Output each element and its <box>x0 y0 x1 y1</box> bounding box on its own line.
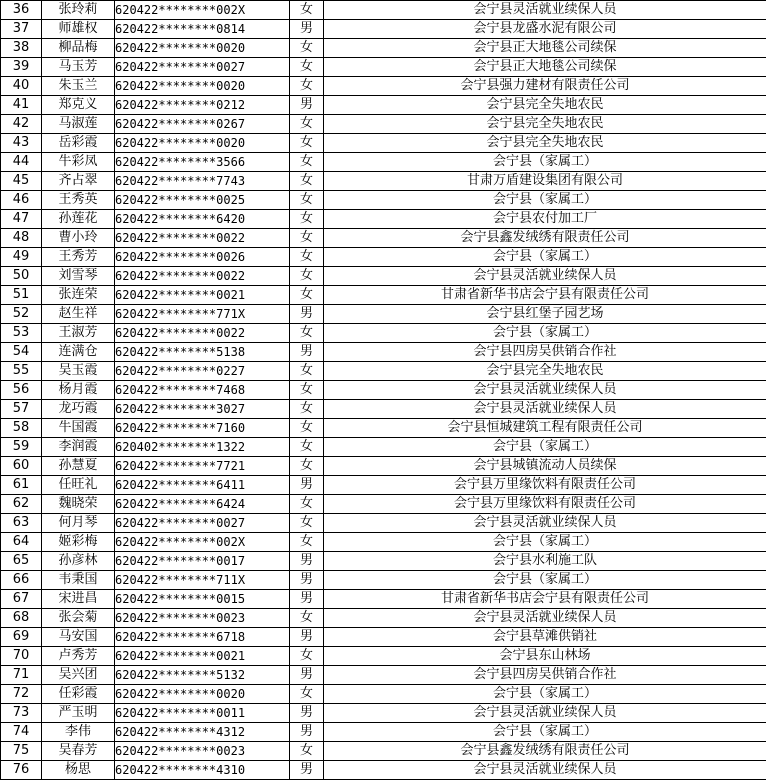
table-row <box>1 20 766 39</box>
table-row <box>1 134 766 153</box>
table-row <box>1 362 766 381</box>
id-number-cell: 620422********0011 <box>115 704 290 723</box>
table-row <box>1 476 766 495</box>
employer-cell: 会宁县强力建材有限责任公司 <box>324 77 766 96</box>
table-row <box>1 419 766 438</box>
table-row <box>1 96 766 115</box>
name-cell: 杨思 <box>42 761 115 780</box>
employer-cell: 会宁县草滩供销社 <box>324 628 766 647</box>
gender-cell: 女 <box>290 647 324 666</box>
gender-cell: 女 <box>290 286 324 305</box>
table-row <box>1 115 766 134</box>
id-number-cell: 620422********0027 <box>115 58 290 77</box>
id-number-cell: 620422********0814 <box>115 20 290 39</box>
row-number-cell: 57 <box>1 400 42 419</box>
employer-cell: 会宁县鑫发绒绣有限责任公司 <box>324 229 766 248</box>
name-cell: 李伟 <box>42 723 115 742</box>
employer-cell: 会宁县（家属工） <box>324 248 766 267</box>
table-row <box>1 58 766 77</box>
gender-cell: 女 <box>290 210 324 229</box>
id-number-cell: 620422********3027 <box>115 400 290 419</box>
employer-cell: 会宁县万里缘饮料有限责任公司 <box>324 495 766 514</box>
row-number-cell: 44 <box>1 153 42 172</box>
id-number-cell: 620422********0023 <box>115 742 290 761</box>
table-row <box>1 457 766 476</box>
id-number-cell: 620422********0026 <box>115 248 290 267</box>
name-cell: 牛彩凤 <box>42 153 115 172</box>
name-cell: 齐占翠 <box>42 172 115 191</box>
row-number-cell: 56 <box>1 381 42 400</box>
table-row <box>1 267 766 286</box>
employer-cell: 会宁县红堡子园艺场 <box>324 305 766 324</box>
name-cell: 马淑莲 <box>42 115 115 134</box>
name-cell: 张会菊 <box>42 609 115 628</box>
id-number-cell: 620422********4310 <box>115 761 290 780</box>
table-row <box>1 723 766 742</box>
name-cell: 王秀芳 <box>42 248 115 267</box>
row-number-cell: 70 <box>1 647 42 666</box>
table-row <box>1 742 766 761</box>
gender-cell: 女 <box>290 324 324 343</box>
employer-cell: 会宁县完全失地农民 <box>324 115 766 134</box>
table-row <box>1 229 766 248</box>
name-cell: 王淑芳 <box>42 324 115 343</box>
employer-cell: 会宁县（家属工） <box>324 571 766 590</box>
table-row <box>1 609 766 628</box>
employer-cell: 会宁县正大地毯公司续保 <box>324 39 766 58</box>
id-number-cell: 620422********002X <box>115 533 290 552</box>
table-row <box>1 400 766 419</box>
table-row <box>1 647 766 666</box>
employer-cell: 会宁县四房吴供销合作社 <box>324 666 766 685</box>
name-cell: 何月琴 <box>42 514 115 533</box>
id-number-cell: 620422********0015 <box>115 590 290 609</box>
row-number-cell: 71 <box>1 666 42 685</box>
name-cell: 孙莲花 <box>42 210 115 229</box>
gender-cell: 男 <box>290 20 324 39</box>
id-number-cell: 620402********1322 <box>115 438 290 457</box>
row-number-cell: 42 <box>1 115 42 134</box>
row-number-cell: 67 <box>1 590 42 609</box>
id-number-cell: 620422********711X <box>115 571 290 590</box>
name-cell: 曹小玲 <box>42 229 115 248</box>
gender-cell: 女 <box>290 267 324 286</box>
gender-cell: 女 <box>290 438 324 457</box>
table-row <box>1 533 766 552</box>
row-number-cell: 58 <box>1 419 42 438</box>
row-number-cell: 41 <box>1 96 42 115</box>
id-number-cell: 620422********6424 <box>115 495 290 514</box>
row-number-cell: 45 <box>1 172 42 191</box>
id-number-cell: 620422********6718 <box>115 628 290 647</box>
gender-cell: 男 <box>290 723 324 742</box>
employer-cell: 会宁县鑫发绒绣有限责任公司 <box>324 742 766 761</box>
table-row <box>1 495 766 514</box>
row-number-cell: 43 <box>1 134 42 153</box>
row-number-cell: 75 <box>1 742 42 761</box>
table-row <box>1 77 766 96</box>
name-cell: 连满仓 <box>42 343 115 362</box>
id-number-cell: 620422********0020 <box>115 134 290 153</box>
gender-cell: 女 <box>290 115 324 134</box>
roster-body <box>1 1 766 780</box>
row-number-cell: 37 <box>1 20 42 39</box>
gender-cell: 男 <box>290 628 324 647</box>
row-number-cell: 63 <box>1 514 42 533</box>
id-number-cell: 620422********7743 <box>115 172 290 191</box>
name-cell: 马玉芳 <box>42 58 115 77</box>
name-cell: 任彩霞 <box>42 685 115 704</box>
name-cell: 柳品梅 <box>42 39 115 58</box>
name-cell: 王秀英 <box>42 191 115 210</box>
row-number-cell: 74 <box>1 723 42 742</box>
gender-cell: 女 <box>290 685 324 704</box>
gender-cell: 男 <box>290 761 324 780</box>
table-row <box>1 324 766 343</box>
table-row <box>1 210 766 229</box>
gender-cell: 女 <box>290 609 324 628</box>
table-row <box>1 381 766 400</box>
row-number-cell: 68 <box>1 609 42 628</box>
employer-cell: 会宁县灵活就业续保人员 <box>324 704 766 723</box>
employer-cell: 甘肃省新华书店会宁县有限责任公司 <box>324 286 766 305</box>
employer-cell: 会宁县水利施工队 <box>324 552 766 571</box>
name-cell: 吴兴团 <box>42 666 115 685</box>
name-cell: 李润霞 <box>42 438 115 457</box>
id-number-cell: 620422********0022 <box>115 229 290 248</box>
row-number-cell: 64 <box>1 533 42 552</box>
employer-cell: 会宁县灵活就业续保人员 <box>324 1 766 20</box>
row-number-cell: 55 <box>1 362 42 381</box>
row-number-cell: 40 <box>1 77 42 96</box>
gender-cell: 女 <box>290 58 324 77</box>
gender-cell: 女 <box>290 229 324 248</box>
gender-cell: 女 <box>290 134 324 153</box>
gender-cell: 男 <box>290 552 324 571</box>
row-number-cell: 36 <box>1 1 42 20</box>
employer-cell: 会宁县灵活就业续保人员 <box>324 609 766 628</box>
id-number-cell: 620422********0025 <box>115 191 290 210</box>
id-number-cell: 620422********0017 <box>115 552 290 571</box>
id-number-cell: 620422********0020 <box>115 39 290 58</box>
table-row <box>1 590 766 609</box>
name-cell: 郑克义 <box>42 96 115 115</box>
employer-cell: 会宁县完全失地农民 <box>324 362 766 381</box>
gender-cell: 女 <box>290 457 324 476</box>
employer-cell: 会宁县恒城建筑工程有限责任公司 <box>324 419 766 438</box>
gender-cell: 女 <box>290 742 324 761</box>
name-cell: 任旺礼 <box>42 476 115 495</box>
employer-cell: 会宁县农付加工厂 <box>324 210 766 229</box>
name-cell: 孙彦林 <box>42 552 115 571</box>
table-row <box>1 685 766 704</box>
name-cell: 马安国 <box>42 628 115 647</box>
employer-cell: 会宁县完全失地农民 <box>324 96 766 115</box>
employer-cell: 会宁县万里缘饮料有限责任公司 <box>324 476 766 495</box>
id-number-cell: 620422********0227 <box>115 362 290 381</box>
table-row <box>1 305 766 324</box>
id-number-cell: 620422********771X <box>115 305 290 324</box>
row-number-cell: 51 <box>1 286 42 305</box>
row-number-cell: 76 <box>1 761 42 780</box>
gender-cell: 女 <box>290 248 324 267</box>
employer-cell: 会宁县城镇流动人员续保 <box>324 457 766 476</box>
table-row <box>1 514 766 533</box>
name-cell: 姬彩梅 <box>42 533 115 552</box>
row-number-cell: 47 <box>1 210 42 229</box>
id-number-cell: 620422********002X <box>115 1 290 20</box>
employer-cell: 甘肃万盾建设集团有限公司 <box>324 172 766 191</box>
gender-cell: 女 <box>290 495 324 514</box>
gender-cell: 男 <box>290 476 324 495</box>
id-number-cell: 620422********6411 <box>115 476 290 495</box>
id-number-cell: 620422********7468 <box>115 381 290 400</box>
id-number-cell: 620422********0023 <box>115 609 290 628</box>
gender-cell: 女 <box>290 381 324 400</box>
row-number-cell: 73 <box>1 704 42 723</box>
id-number-cell: 620422********7721 <box>115 457 290 476</box>
gender-cell: 男 <box>290 343 324 362</box>
gender-cell: 女 <box>290 77 324 96</box>
employer-cell: 会宁县（家属工） <box>324 438 766 457</box>
row-number-cell: 65 <box>1 552 42 571</box>
id-number-cell: 620422********0020 <box>115 685 290 704</box>
name-cell: 牛国霞 <box>42 419 115 438</box>
name-cell: 朱玉兰 <box>42 77 115 96</box>
gender-cell: 女 <box>290 39 324 58</box>
row-number-cell: 54 <box>1 343 42 362</box>
gender-cell: 女 <box>290 400 324 419</box>
id-number-cell: 620422********0021 <box>115 286 290 305</box>
gender-cell: 女 <box>290 1 324 20</box>
row-number-cell: 72 <box>1 685 42 704</box>
id-number-cell: 620422********4312 <box>115 723 290 742</box>
id-number-cell: 620422********0022 <box>115 324 290 343</box>
row-number-cell: 49 <box>1 248 42 267</box>
id-number-cell: 620422********5138 <box>115 343 290 362</box>
id-number-cell: 620422********0022 <box>115 267 290 286</box>
name-cell: 杨月霞 <box>42 381 115 400</box>
row-number-cell: 69 <box>1 628 42 647</box>
name-cell: 孙慧夏 <box>42 457 115 476</box>
table-row <box>1 343 766 362</box>
gender-cell: 女 <box>290 153 324 172</box>
row-number-cell: 62 <box>1 495 42 514</box>
gender-cell: 男 <box>290 666 324 685</box>
gender-cell: 男 <box>290 571 324 590</box>
id-number-cell: 620422********0267 <box>115 115 290 134</box>
employer-cell: 会宁县东山林场 <box>324 647 766 666</box>
employer-cell: 会宁县正大地毯公司续保 <box>324 58 766 77</box>
table-row <box>1 1 766 20</box>
row-number-cell: 39 <box>1 58 42 77</box>
gender-cell: 女 <box>290 362 324 381</box>
id-number-cell: 620422********6420 <box>115 210 290 229</box>
id-number-cell: 620422********0027 <box>115 514 290 533</box>
gender-cell: 女 <box>290 514 324 533</box>
gender-cell: 男 <box>290 590 324 609</box>
row-number-cell: 60 <box>1 457 42 476</box>
employer-cell: 会宁县龙盛水泥有限公司 <box>324 20 766 39</box>
row-number-cell: 52 <box>1 305 42 324</box>
id-number-cell: 620422********3566 <box>115 153 290 172</box>
name-cell: 卢秀芳 <box>42 647 115 666</box>
row-number-cell: 61 <box>1 476 42 495</box>
employer-cell: 会宁县灵活就业续保人员 <box>324 400 766 419</box>
row-number-cell: 59 <box>1 438 42 457</box>
employer-cell: 会宁县（家属工） <box>324 324 766 343</box>
name-cell: 韦秉国 <box>42 571 115 590</box>
table-row <box>1 552 766 571</box>
table-row <box>1 286 766 305</box>
employer-cell: 会宁县（家属工） <box>324 191 766 210</box>
id-number-cell: 620422********0212 <box>115 96 290 115</box>
table-row <box>1 666 766 685</box>
id-number-cell: 620422********0021 <box>115 647 290 666</box>
id-number-cell: 620422********7160 <box>115 419 290 438</box>
id-number-cell: 620422********5132 <box>115 666 290 685</box>
name-cell: 吴玉霞 <box>42 362 115 381</box>
employer-cell: 会宁县灵活就业续保人员 <box>324 514 766 533</box>
name-cell: 宋进昌 <box>42 590 115 609</box>
table-row <box>1 438 766 457</box>
table-row <box>1 628 766 647</box>
gender-cell: 男 <box>290 96 324 115</box>
employer-cell: 会宁县（家属工） <box>324 533 766 552</box>
table-row <box>1 704 766 723</box>
employer-cell: 会宁县（家属工） <box>324 685 766 704</box>
row-number-cell: 66 <box>1 571 42 590</box>
employer-cell: 会宁县（家属工） <box>324 723 766 742</box>
row-number-cell: 48 <box>1 229 42 248</box>
name-cell: 刘雪琴 <box>42 267 115 286</box>
employer-cell: 会宁县灵活就业续保人员 <box>324 761 766 780</box>
employer-cell: 会宁县四房吴供销合作社 <box>324 343 766 362</box>
gender-cell: 女 <box>290 419 324 438</box>
employer-cell: 会宁县灵活就业续保人员 <box>324 381 766 400</box>
row-number-cell: 53 <box>1 324 42 343</box>
id-number-cell: 620422********0020 <box>115 77 290 96</box>
gender-cell: 女 <box>290 533 324 552</box>
table-row <box>1 761 766 780</box>
gender-cell: 男 <box>290 704 324 723</box>
employer-cell: 会宁县（家属工） <box>324 153 766 172</box>
row-number-cell: 46 <box>1 191 42 210</box>
employer-cell: 甘肃省新华书店会宁县有限责任公司 <box>324 590 766 609</box>
name-cell: 张连荣 <box>42 286 115 305</box>
employer-cell: 会宁县灵活就业续保人员 <box>324 267 766 286</box>
name-cell: 师雄权 <box>42 20 115 39</box>
name-cell: 岳彩霞 <box>42 134 115 153</box>
name-cell: 魏晓荣 <box>42 495 115 514</box>
gender-cell: 男 <box>290 305 324 324</box>
table-row <box>1 39 766 58</box>
name-cell: 严玉明 <box>42 704 115 723</box>
table-row <box>1 248 766 267</box>
name-cell: 龙巧霞 <box>42 400 115 419</box>
row-number-cell: 38 <box>1 39 42 58</box>
name-cell: 赵生祥 <box>42 305 115 324</box>
table-row <box>1 153 766 172</box>
row-number-cell: 50 <box>1 267 42 286</box>
name-cell: 张玲莉 <box>42 1 115 20</box>
table-row <box>1 571 766 590</box>
employer-cell: 会宁县完全失地农民 <box>324 134 766 153</box>
gender-cell: 女 <box>290 191 324 210</box>
table-row <box>1 172 766 191</box>
table-row <box>1 191 766 210</box>
gender-cell: 女 <box>290 172 324 191</box>
name-cell: 吴春芳 <box>42 742 115 761</box>
